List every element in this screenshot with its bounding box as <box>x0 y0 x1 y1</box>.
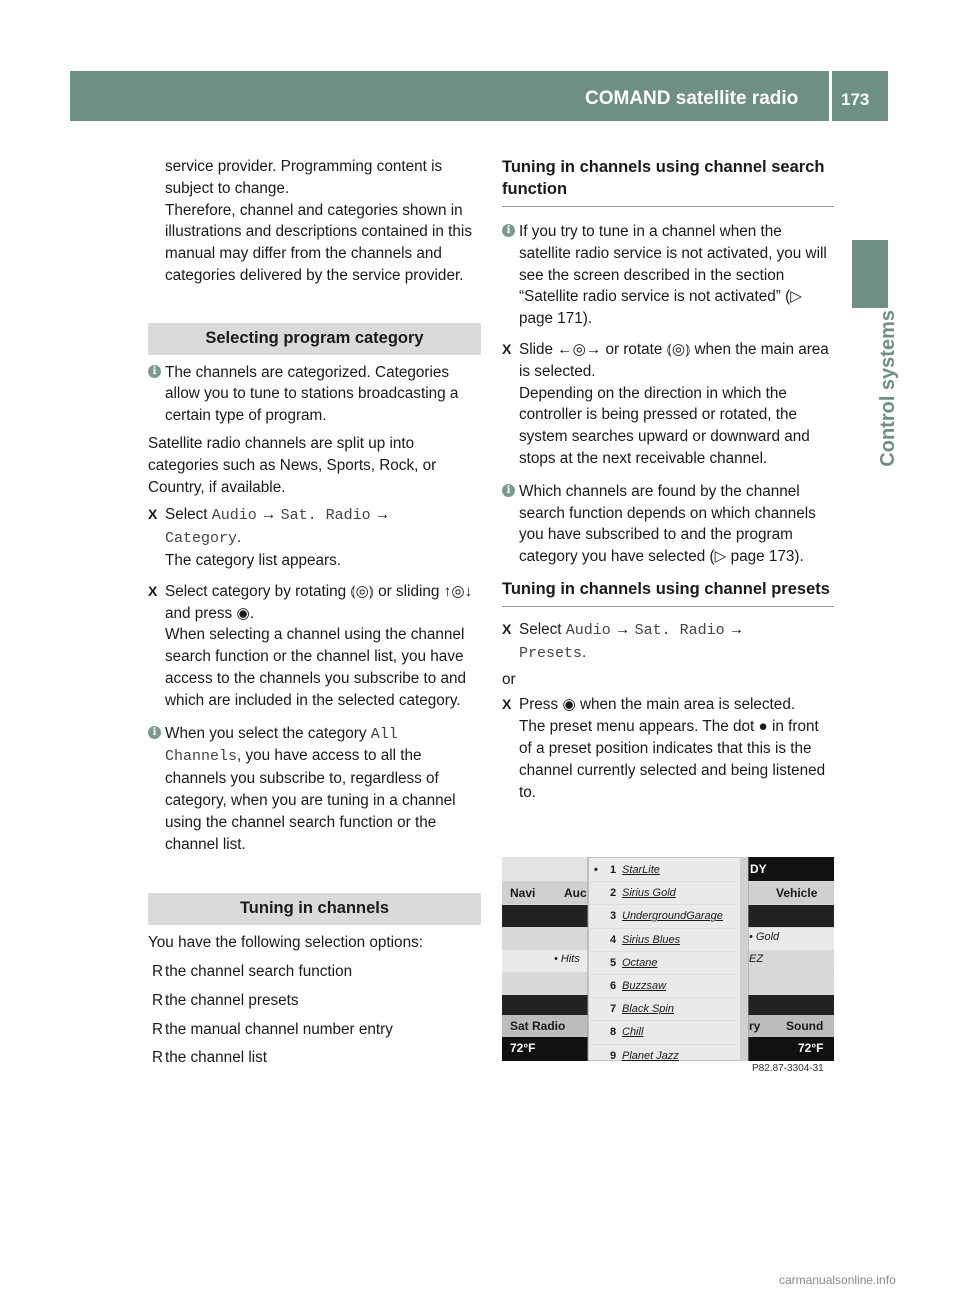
preset-active-dot: • <box>594 864 598 876</box>
screen-tab-vehicle: Vehicle <box>776 886 818 900</box>
step-item <box>502 694 834 803</box>
info-icon: i <box>502 484 515 497</box>
step-marker: X <box>148 506 158 523</box>
left-column <box>148 156 481 1069</box>
menu-code: All Channels <box>165 725 398 766</box>
header-divider <box>829 71 832 121</box>
step-item <box>502 339 834 470</box>
screen-right-ry: ry <box>749 1019 761 1033</box>
screen-left-hits: • Hits <box>554 953 580 965</box>
menu-code: Presets <box>519 644 583 662</box>
bullet-text: the channel search function <box>165 962 353 980</box>
info-text: If you try to tune in a channel when the satellite radio service is not activated, you will see the screen described in the section “Satellite radio service is not activated” (▷ page 171). <box>519 223 827 328</box>
preset-row[interactable] <box>588 998 738 1021</box>
step-text: Select <box>519 620 566 638</box>
bullet-item <box>148 961 481 983</box>
bullet-marker: R <box>152 962 164 980</box>
bullet-text: the manual channel number entry <box>165 1020 393 1038</box>
bullet-marker: R <box>152 1049 164 1067</box>
subheading-channel-search: Tuning in channels using channel search function <box>502 156 834 207</box>
preset-name: Black Spin <box>622 1003 674 1016</box>
preset-row[interactable] <box>588 929 738 952</box>
step-result: Depending on the direction in which the controller is being pressed or rotated, the system searches upward or downward and stops at the next receivable channel. <box>519 384 810 467</box>
preset-name: Sirius Blues <box>622 933 681 946</box>
info-icon: i <box>502 224 515 237</box>
preset-number: 5 <box>610 956 617 969</box>
right-column <box>502 156 834 803</box>
preset-name: UndergroundGarage <box>622 910 723 923</box>
section-heading-selecting-category: Selecting program category <box>148 323 481 355</box>
info-text: The channels are categorized. Categories allow you to tune to stations broadcasting a certain type of program. <box>165 363 459 425</box>
page-number: 173 <box>841 90 870 109</box>
screen-sat-radio-label: Sat Radio <box>510 1019 566 1033</box>
info-note <box>148 362 481 427</box>
bullet-marker: R <box>152 1020 164 1038</box>
screen-right-top: DY <box>750 862 767 876</box>
info-note <box>502 221 834 330</box>
bullet-item <box>148 1047 481 1069</box>
section-heading-tuning: Tuning in channels <box>148 893 481 925</box>
preset-name: Octane <box>622 956 658 969</box>
step-marker: X <box>148 582 158 599</box>
info-note <box>502 481 834 568</box>
preset-row[interactable] <box>588 1045 738 1062</box>
step-text: Select <box>165 506 212 524</box>
preset-name: Planet Jazz <box>622 1049 679 1061</box>
arrow: → <box>370 506 391 524</box>
bullet-list <box>148 961 481 1069</box>
or-text: or <box>502 670 516 688</box>
preset-number: 4 <box>610 933 617 946</box>
figure-caption: P82.87-3304-31 <box>752 1063 824 1074</box>
subheading-channel-presets: Tuning in channels using channel presets <box>502 578 834 607</box>
step-marker: X <box>502 340 512 357</box>
info-note <box>148 723 481 856</box>
preset-name: StarLite <box>622 864 660 876</box>
preset-number: 2 <box>610 887 617 900</box>
info-text: When you select the category <box>165 724 371 742</box>
bullet-text: the channel list <box>165 1049 268 1067</box>
side-tab-block <box>852 240 888 308</box>
preset-number: 3 <box>610 910 617 923</box>
screen-temp-right: 72°F <box>798 1041 824 1055</box>
bullet-marker: R <box>152 991 164 1009</box>
screen-right-ez: EZ <box>749 953 764 965</box>
screen-temp-left: 72°F <box>510 1041 536 1055</box>
step-text: Slide ←◎→ or rotate ⦅◎⦆ when the main area is selected. <box>519 340 829 380</box>
bullet-text: the channel presets <box>165 991 299 1009</box>
step-text: . <box>237 529 242 547</box>
preset-name: Buzzsaw <box>622 979 667 992</box>
menu-code: Sat. Radio <box>634 621 725 639</box>
arrow: → <box>610 620 635 638</box>
arrow: → <box>724 620 745 638</box>
preset-number: 1 <box>610 864 617 876</box>
comand-screen-illustration <box>502 857 834 1061</box>
preset-row[interactable] <box>588 1021 738 1044</box>
bullet-item <box>148 1019 481 1041</box>
step-marker: X <box>502 696 512 713</box>
preset-name: Sirius Gold <box>622 887 676 900</box>
preset-list <box>588 859 738 1061</box>
preset-row[interactable] <box>588 952 738 975</box>
paragraph: You have the following selection options: <box>148 934 423 952</box>
bullet-item <box>148 990 481 1012</box>
step-result: The preset menu appears. The dot ● in front of a preset position indicates that this is the channel currently selected and being listened to. <box>519 718 826 801</box>
preset-number: 9 <box>610 1049 617 1061</box>
step-result: When selecting a channel using the channel search function or the channel list, you have access to the channels you subscribe to and which are included in the selected category. <box>165 626 467 709</box>
preset-number: 8 <box>610 1026 617 1039</box>
preset-number: 7 <box>610 1003 617 1016</box>
step-text: Press ◉ when the main area is selected. <box>519 696 796 714</box>
screen-tab-navi: Navi <box>510 886 536 900</box>
info-text: Which channels are found by the channel search function depends on which channels you have subscribed to and the program category you have selected (▷ page 173). <box>519 482 816 566</box>
step-item <box>502 619 834 665</box>
preset-row[interactable] <box>588 859 738 882</box>
step-text: . <box>582 643 587 661</box>
step-text: Select category by rotating ⦅◎⦆ or sliding ↑◎↓ and press ◉. <box>165 582 473 622</box>
step-item <box>148 581 481 712</box>
info-icon: i <box>148 726 161 739</box>
info-text: , you have access to all the channels you subscribe to, regardless of category, when you are tuning in a channel using the channel search function or the channel list. <box>165 747 456 853</box>
preset-row[interactable] <box>588 882 738 905</box>
preset-row[interactable] <box>588 975 738 998</box>
paragraph: Satellite radio channels are split up into categories such as News, Sports, Rock, or Country, if available. <box>148 434 437 496</box>
menu-code: Audio <box>565 621 611 639</box>
info-icon: i <box>148 365 161 378</box>
step-result: The category list appears. <box>165 551 342 569</box>
screen-sound-label: Sound <box>786 1019 824 1033</box>
menu-code: Audio <box>211 507 257 525</box>
side-tab-label: Control systems <box>877 310 899 467</box>
preset-number: 6 <box>610 979 617 992</box>
step-marker: X <box>502 620 512 637</box>
step-item <box>148 504 481 571</box>
watermark: carmanualsonline.info <box>779 1273 896 1287</box>
preset-name: Chill <box>622 1026 644 1039</box>
screen-right-gold: • Gold <box>749 931 780 943</box>
page-title: COMAND satellite radio <box>585 88 799 109</box>
intro-text: service provider. Programming content is subject to change. Therefore, channel and categories shown in illustrations and descriptions contained in this manual may differ from the channels and categories delivered by the service provider. <box>165 158 472 284</box>
menu-code: Category <box>165 530 238 548</box>
menu-code: Sat. Radio <box>280 507 371 525</box>
arrow: → <box>256 506 281 524</box>
preset-row[interactable] <box>588 905 738 928</box>
screen-tab-audio: Auc <box>564 886 587 900</box>
